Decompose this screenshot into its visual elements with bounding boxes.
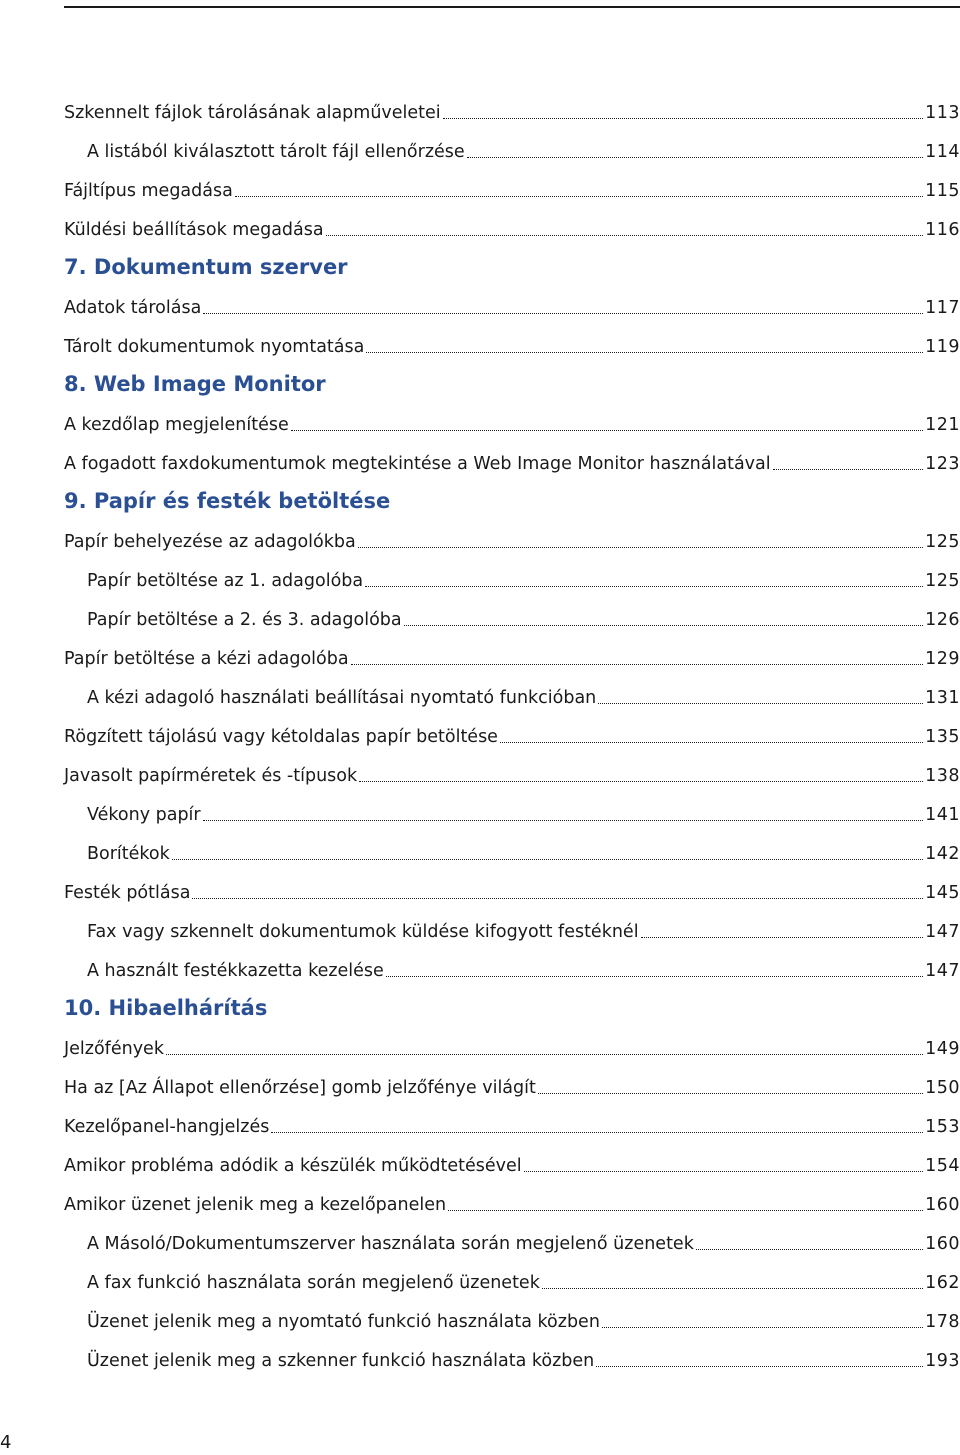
dot-leader xyxy=(500,742,923,743)
dot-leader xyxy=(773,469,923,470)
toc-entry-title: Szkennelt fájlok tárolásának alapműveletei xyxy=(64,103,441,123)
toc-page-number: 150 xyxy=(925,1078,960,1098)
toc-page-number: 131 xyxy=(925,688,960,708)
toc-entry-title: Borítékok xyxy=(87,844,170,864)
toc-page-number: 113 xyxy=(925,103,960,123)
dot-leader xyxy=(326,235,924,236)
toc-subentry[interactable] xyxy=(87,909,960,943)
toc-page-number: 178 xyxy=(925,1312,960,1332)
toc-entry[interactable] xyxy=(64,90,960,124)
toc-page-number: 160 xyxy=(925,1234,960,1254)
toc-entry[interactable] xyxy=(64,1143,960,1177)
dot-leader xyxy=(235,196,923,197)
toc-subentry[interactable] xyxy=(87,1221,960,1255)
dot-leader xyxy=(291,430,923,431)
toc-entry-title: Festék pótlása xyxy=(64,883,191,903)
dot-leader xyxy=(596,1366,923,1367)
toc-entry[interactable] xyxy=(64,519,960,553)
toc-entry[interactable] xyxy=(64,1104,960,1138)
toc-page-number: 154 xyxy=(925,1156,960,1176)
toc-subentry[interactable] xyxy=(87,1338,960,1372)
toc-chapter-heading[interactable]: 7. Dokumentum szerver xyxy=(64,255,348,279)
dot-leader xyxy=(404,625,923,626)
toc-entry-title: A kezdőlap megjelenítése xyxy=(64,415,289,435)
toc-entry-title: Papír betöltése az 1. adagolóba xyxy=(87,571,364,591)
toc-page-number: 117 xyxy=(925,298,960,318)
toc-entry-title: Jelzőfények xyxy=(64,1039,164,1059)
toc-entry-title: Fájltípus megadása xyxy=(64,181,233,201)
toc-entry[interactable] xyxy=(64,870,960,904)
dot-leader xyxy=(271,1132,923,1133)
toc-entry-title: A fax funkció használata során megjelenő üzenetek xyxy=(87,1273,540,1293)
toc-entry[interactable] xyxy=(64,441,960,475)
toc-page-number: 142 xyxy=(925,844,960,864)
dot-leader xyxy=(365,586,923,587)
toc-chapter-heading[interactable]: 10. Hibaelhárítás xyxy=(64,996,268,1020)
dot-leader xyxy=(448,1210,923,1211)
dot-leader xyxy=(696,1249,923,1250)
dot-leader xyxy=(203,313,923,314)
dot-leader xyxy=(172,859,923,860)
toc-entry-title: A fogadott faxdokumentumok megtekintése a Web Image Monitor használatával xyxy=(64,454,771,474)
toc-page-number: 162 xyxy=(925,1273,960,1293)
top-rule xyxy=(64,6,960,8)
toc-entry-title: Amikor üzenet jelenik meg a kezelőpanelen xyxy=(64,1195,447,1215)
toc-subentry[interactable] xyxy=(87,792,960,826)
toc-subentry[interactable] xyxy=(87,1260,960,1294)
toc-entry[interactable] xyxy=(64,402,960,436)
dot-leader xyxy=(602,1327,923,1328)
toc-page-number: 121 xyxy=(925,415,960,435)
dot-leader xyxy=(443,118,923,119)
toc-entry[interactable] xyxy=(64,207,960,241)
toc-entry[interactable] xyxy=(64,1182,960,1216)
toc-entry[interactable] xyxy=(64,168,960,202)
toc-page-number: 193 xyxy=(925,1351,960,1371)
toc-subentry[interactable] xyxy=(87,597,960,631)
toc-entry-title: Ha az [Az Állapot ellenőrzése] gomb jelzőfénye világít xyxy=(64,1078,536,1098)
toc-page-number: 160 xyxy=(925,1195,960,1215)
toc-page-number: 126 xyxy=(925,610,960,630)
toc-subentry[interactable] xyxy=(87,1299,960,1333)
toc-page-number: 147 xyxy=(925,961,960,981)
toc-entry-title: Fax vagy szkennelt dokumentumok küldése kifogyott festéknél xyxy=(87,922,639,942)
toc-page-number: 135 xyxy=(925,727,960,747)
toc-entry-title: Vékony papír xyxy=(87,805,201,825)
dot-leader xyxy=(203,820,923,821)
toc-subentry[interactable] xyxy=(87,129,960,163)
toc-entry[interactable] xyxy=(64,1065,960,1099)
toc-entry-title: A kézi adagoló használati beállításai nyomtató funkcióban xyxy=(87,688,597,708)
toc-entry-title: Javasolt papírméretek és -típusok xyxy=(64,766,358,786)
toc-chapter-heading[interactable]: 9. Papír és festék betöltése xyxy=(64,489,391,513)
toc-page-number: 141 xyxy=(925,805,960,825)
toc-entry-title: Üzenet jelenik meg a szkenner funkció használata közben xyxy=(87,1351,595,1371)
toc-subentry[interactable] xyxy=(87,675,960,709)
toc-page-number: 123 xyxy=(925,454,960,474)
toc-subentry[interactable] xyxy=(87,558,960,592)
toc-entry-title: Papír betöltése a 2. és 3. adagolóba xyxy=(87,610,402,630)
toc-page-number: 125 xyxy=(925,571,960,591)
toc-page-number: 114 xyxy=(925,142,960,162)
toc-entry[interactable] xyxy=(64,636,960,670)
toc-entry-title: Kezelőpanel-hangjelzés xyxy=(64,1117,270,1137)
dot-leader xyxy=(358,547,923,548)
toc-page-number: 153 xyxy=(925,1117,960,1137)
toc-page-number: 129 xyxy=(925,649,960,669)
toc-entry-title: A Másoló/Dokumentumszerver használata során megjelenő üzenetek xyxy=(87,1234,694,1254)
dot-leader xyxy=(366,352,923,353)
toc-entry-title: Papír betöltése a kézi adagolóba xyxy=(64,649,349,669)
toc-entry-title: Tárolt dokumentumok nyomtatása xyxy=(64,337,365,357)
dot-leader xyxy=(467,157,923,158)
dot-leader xyxy=(538,1093,923,1094)
dot-leader xyxy=(359,781,923,782)
toc-page-number: 119 xyxy=(925,337,960,357)
toc-entry-title: Adatok tárolása xyxy=(64,298,202,318)
toc-entry-title: A használt festékkazetta kezelése xyxy=(87,961,384,981)
toc-entry[interactable] xyxy=(64,714,960,748)
dot-leader xyxy=(351,664,924,665)
toc-subentry[interactable] xyxy=(87,948,960,982)
toc-entry[interactable] xyxy=(64,285,960,319)
dot-leader xyxy=(524,1171,923,1172)
toc-page-number: 145 xyxy=(925,883,960,903)
toc-entry[interactable] xyxy=(64,324,960,358)
toc-entry-title: Üzenet jelenik meg a nyomtató funkció használata közben xyxy=(87,1312,600,1332)
toc-subentry[interactable] xyxy=(87,831,960,865)
toc-entry-title: A listából kiválasztott tárolt fájl ellenőrzése xyxy=(87,142,465,162)
toc-page-number: 138 xyxy=(925,766,960,786)
toc-entry[interactable] xyxy=(64,1026,960,1060)
page-number: 4 xyxy=(0,1432,12,1453)
toc-entry-title: Rögzített tájolású vagy kétoldalas papír betöltése xyxy=(64,727,498,747)
toc-entry[interactable] xyxy=(64,753,960,787)
toc-page-number: 116 xyxy=(925,220,960,240)
toc-chapter-heading[interactable]: 8. Web Image Monitor xyxy=(64,372,326,396)
dot-leader xyxy=(386,976,923,977)
dot-leader xyxy=(598,703,923,704)
toc-page-number: 149 xyxy=(925,1039,960,1059)
toc-entry-title: Papír behelyezése az adagolókba xyxy=(64,532,356,552)
toc-entry-title: Amikor probléma adódik a készülék működtetésével xyxy=(64,1156,522,1176)
dot-leader xyxy=(641,937,924,938)
toc-entry-title: Küldési beállítások megadása xyxy=(64,220,324,240)
dot-leader xyxy=(542,1288,923,1289)
toc-page-number: 147 xyxy=(925,922,960,942)
toc-page-number: 125 xyxy=(925,532,960,552)
dot-leader xyxy=(192,898,923,899)
toc-page-number: 115 xyxy=(925,181,960,201)
dot-leader xyxy=(166,1054,923,1055)
